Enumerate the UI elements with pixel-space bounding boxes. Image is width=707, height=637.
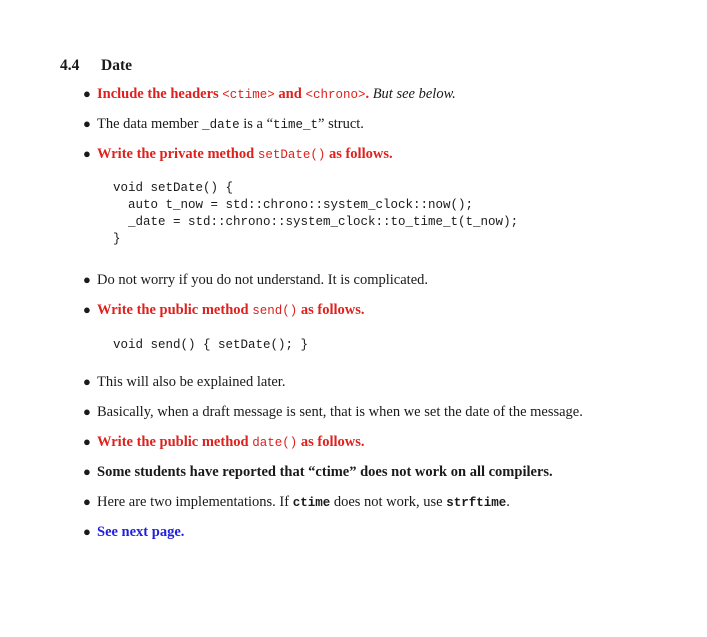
list-item-write-send — [83, 301, 365, 320]
bullet-icon: ● — [83, 464, 91, 479]
bullet-icon: ● — [83, 302, 91, 317]
item-text: Include the headers — [97, 86, 223, 102]
bullet-icon: ● — [83, 374, 91, 389]
inline-code: <ctime> — [222, 88, 275, 102]
code-line: void setDate() { — [113, 181, 234, 195]
list-item-data-member — [83, 115, 364, 134]
item-text: does not work, use — [330, 494, 447, 510]
section-title: Date — [101, 57, 132, 74]
item-text: Write the public method — [97, 302, 253, 318]
item-text: and — [274, 86, 306, 102]
item-text: as follows. — [325, 146, 393, 162]
inline-code: strftime — [446, 496, 507, 510]
list-item-do-not-worry — [83, 271, 428, 289]
code-line: auto t_now = std::chrono::system_clock::now(); — [113, 198, 474, 212]
item-text: Write the public method — [97, 434, 253, 450]
list-item-write-setdate — [83, 145, 393, 164]
code-block-setdate — [113, 180, 518, 248]
item-text: The data member — [97, 116, 203, 132]
bullet-icon: ● — [83, 86, 91, 101]
item-text: ” struct. — [318, 116, 364, 132]
item-text: This will also be explained later. — [97, 374, 286, 390]
item-text: as follows. — [297, 302, 365, 318]
see-next-page-link[interactable]: See next page. — [97, 524, 185, 540]
list-item-basically — [83, 403, 583, 421]
code-block-send — [113, 337, 308, 354]
list-item-write-date — [83, 433, 365, 452]
item-text: Basically, when a draft message is sent, that is when we set the date of the message. — [97, 404, 583, 420]
bullet-icon: ● — [83, 146, 91, 161]
item-text: Do not worry if you do not understand. It is complicated. — [97, 272, 429, 288]
inline-code: date() — [252, 436, 298, 450]
bullet-icon: ● — [83, 116, 91, 131]
item-text: Some students have reported that “ctime” does not work on all compilers. — [97, 464, 553, 480]
item-text: Write the private method — [97, 146, 258, 162]
inline-code: <chrono> — [305, 88, 366, 102]
bullet-icon: ● — [83, 524, 91, 539]
item-text: is a “ — [239, 116, 274, 132]
code-line: } — [113, 232, 121, 246]
bullet-icon: ● — [83, 494, 91, 509]
code-line: _date = std::chrono::system_clock::to_time_t(t_now); — [113, 215, 519, 229]
bullet-icon: ● — [83, 434, 91, 449]
item-text: . — [506, 494, 510, 510]
section-heading — [60, 57, 132, 75]
inline-code: setDate() — [257, 148, 326, 162]
list-item-see-next-page — [83, 523, 184, 541]
list-item-two-implementations — [83, 493, 510, 512]
item-text: as follows. — [297, 434, 365, 450]
item-italic-text: But see below. — [372, 86, 456, 102]
inline-code: ctime — [292, 496, 331, 510]
inline-code: send() — [252, 304, 298, 318]
item-text: . — [365, 86, 373, 102]
list-item-ctime-warning — [83, 463, 553, 481]
list-item-explained-later — [83, 373, 285, 391]
bullet-icon: ● — [83, 272, 91, 287]
inline-code: _date — [202, 118, 240, 132]
list-item-include-headers — [83, 85, 456, 104]
code-line: void send() { setDate(); } — [113, 338, 309, 352]
item-text: Here are two implementations. If — [97, 494, 293, 510]
section-number: 4.4 — [60, 57, 80, 74]
inline-code: time_t — [273, 118, 319, 132]
bullet-icon: ● — [83, 404, 91, 419]
